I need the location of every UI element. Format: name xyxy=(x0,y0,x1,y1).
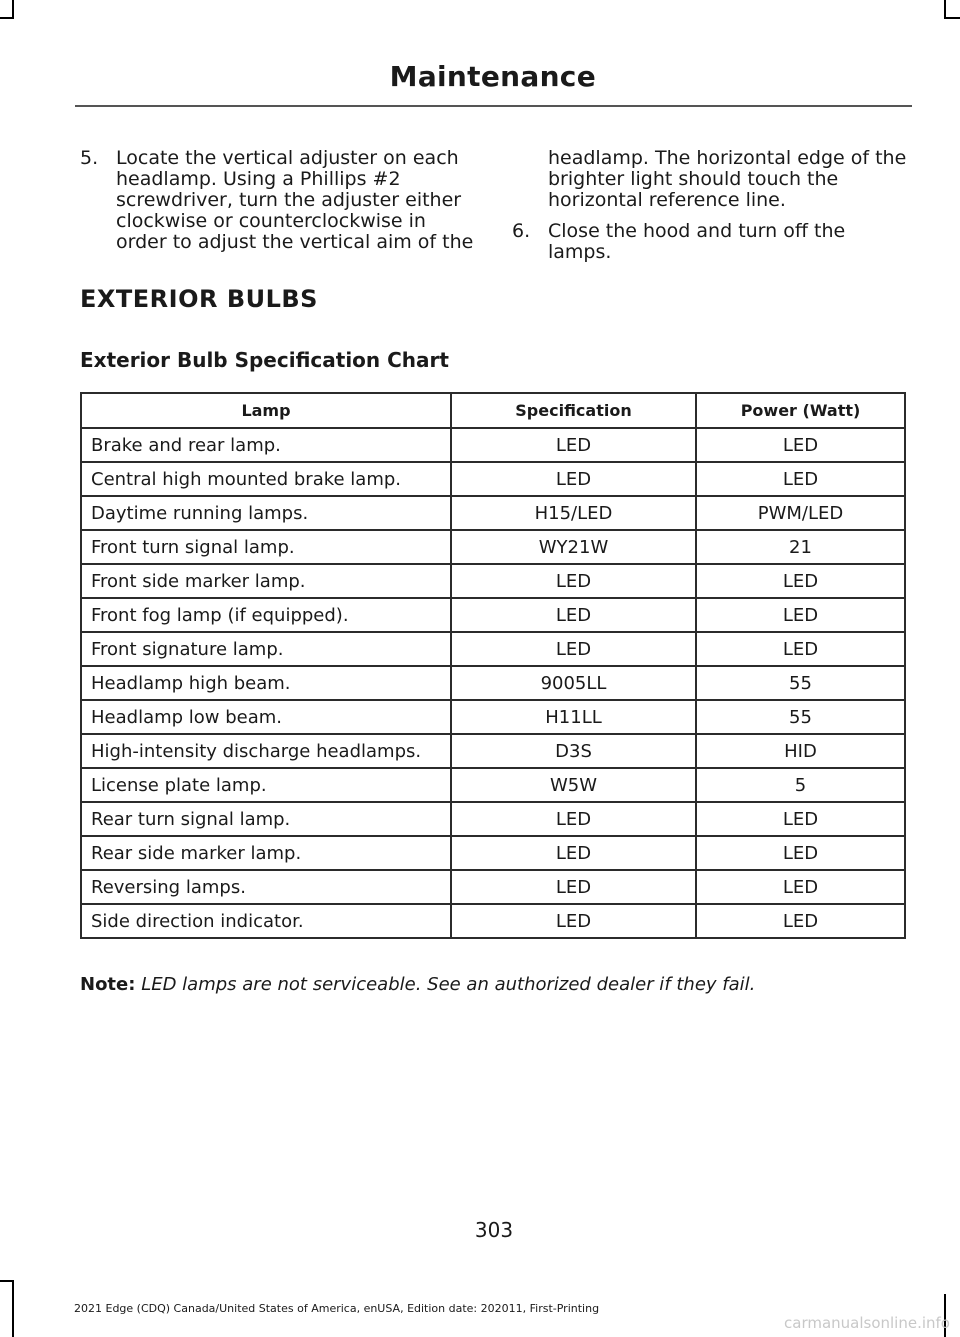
table-row xyxy=(81,904,905,938)
crop-mark xyxy=(944,17,960,19)
lamp-cell: Headlamp high beam. xyxy=(81,666,451,700)
lamp-cell: Headlamp low beam. xyxy=(81,700,451,734)
power-cell: LED xyxy=(696,462,905,496)
lamp-cell: High-intensity discharge headlamps. xyxy=(81,734,451,768)
spec-cell: LED xyxy=(451,428,696,462)
note-text: LED lamps are not serviceable. See an authorized dealer if they fail. xyxy=(141,974,756,995)
power-cell: LED xyxy=(696,632,905,666)
spec-cell: LED xyxy=(451,564,696,598)
spec-cell: H11LL xyxy=(451,700,696,734)
power-cell: LED xyxy=(696,428,905,462)
column-header-lamp: Lamp xyxy=(81,393,451,428)
power-cell: LED xyxy=(696,836,905,870)
step-text-continued: headlamp. The horizontal edge of the brighter light should touch the horizontal reference line. xyxy=(548,147,907,211)
note xyxy=(80,974,755,995)
lamp-cell: Front side marker lamp. xyxy=(81,564,451,598)
table-row xyxy=(81,530,905,564)
table-row xyxy=(81,462,905,496)
lamp-cell: License plate lamp. xyxy=(81,768,451,802)
page-title: Maintenance xyxy=(389,60,596,93)
spec-cell: LED xyxy=(451,836,696,870)
power-cell: 5 xyxy=(696,768,905,802)
crop-mark xyxy=(0,17,14,19)
power-cell: LED xyxy=(696,564,905,598)
list-item xyxy=(512,221,912,263)
power-cell: LED xyxy=(696,598,905,632)
column-header-power: Power (Watt) xyxy=(696,393,905,428)
power-cell: LED xyxy=(696,870,905,904)
power-cell: 55 xyxy=(696,666,905,700)
lamp-cell: Front turn signal lamp. xyxy=(81,530,451,564)
lamp-cell: Front fog lamp (if equipped). xyxy=(81,598,451,632)
page-number: 303 xyxy=(474,1218,514,1242)
table-row xyxy=(81,496,905,530)
crop-mark xyxy=(944,0,946,18)
lamp-cell: Front signature lamp. xyxy=(81,632,451,666)
spec-cell: WY21W xyxy=(451,530,696,564)
table-row xyxy=(81,734,905,768)
bulb-spec-table xyxy=(80,392,906,939)
lamp-cell: Central high mounted brake lamp. xyxy=(81,462,451,496)
table-row xyxy=(81,632,905,666)
spec-cell: 9005LL xyxy=(451,666,696,700)
crop-mark xyxy=(12,1280,14,1337)
table-row xyxy=(81,428,905,462)
power-cell: HID xyxy=(696,734,905,768)
step-text: Close the hood and turn off the lamps. xyxy=(548,220,846,263)
footer-edition-info: 2021 Edge (CDQ) Canada/United States of America, enUSA, Edition date: 202011, First-Printing xyxy=(74,1302,600,1315)
subsection-heading: Exterior Bulb Specification Chart xyxy=(80,348,449,372)
header-divider xyxy=(75,105,912,107)
step-number: 6. xyxy=(512,220,531,242)
step-5-right xyxy=(512,148,912,263)
table-row xyxy=(81,870,905,904)
power-cell: PWM/LED xyxy=(696,496,905,530)
lamp-cell: Brake and rear lamp. xyxy=(81,428,451,462)
power-cell: 55 xyxy=(696,700,905,734)
step-5-left xyxy=(80,148,480,253)
table-row xyxy=(81,768,905,802)
table-row xyxy=(81,836,905,870)
spec-cell: LED xyxy=(451,870,696,904)
crop-mark xyxy=(12,0,14,18)
section-heading: EXTERIOR BULBS xyxy=(80,285,318,313)
column-header-spec: Specification xyxy=(451,393,696,428)
lamp-cell: Reversing lamps. xyxy=(81,870,451,904)
list-item xyxy=(80,148,480,253)
crop-mark xyxy=(0,1280,14,1282)
table-row xyxy=(81,598,905,632)
power-cell: LED xyxy=(696,802,905,836)
spec-cell: LED xyxy=(451,598,696,632)
watermark: carmanualsonline.info xyxy=(784,1314,950,1332)
lamp-cell: Rear side marker lamp. xyxy=(81,836,451,870)
step-text: Locate the vertical adjuster on each headlamp. Using a Phillips #2 screwdriver, turn the adjuster either clockwise or counterclockwise in order to adjust the vertical aim of the xyxy=(116,147,474,253)
power-cell: 21 xyxy=(696,530,905,564)
table-header-row xyxy=(81,393,905,428)
spec-cell: LED xyxy=(451,462,696,496)
lamp-cell: Rear turn signal lamp. xyxy=(81,802,451,836)
power-cell: LED xyxy=(696,904,905,938)
lamp-cell: Daytime running lamps. xyxy=(81,496,451,530)
table-row xyxy=(81,802,905,836)
table-row xyxy=(81,700,905,734)
spec-cell: D3S xyxy=(451,734,696,768)
table-row xyxy=(81,666,905,700)
lamp-cell: Side direction indicator. xyxy=(81,904,451,938)
table-row xyxy=(81,564,905,598)
spec-cell: LED xyxy=(451,802,696,836)
spec-cell: W5W xyxy=(451,768,696,802)
spec-cell: H15/LED xyxy=(451,496,696,530)
step-number: 5. xyxy=(80,147,99,169)
spec-cell: LED xyxy=(451,904,696,938)
spec-cell: LED xyxy=(451,632,696,666)
note-label: Note: xyxy=(80,974,136,995)
